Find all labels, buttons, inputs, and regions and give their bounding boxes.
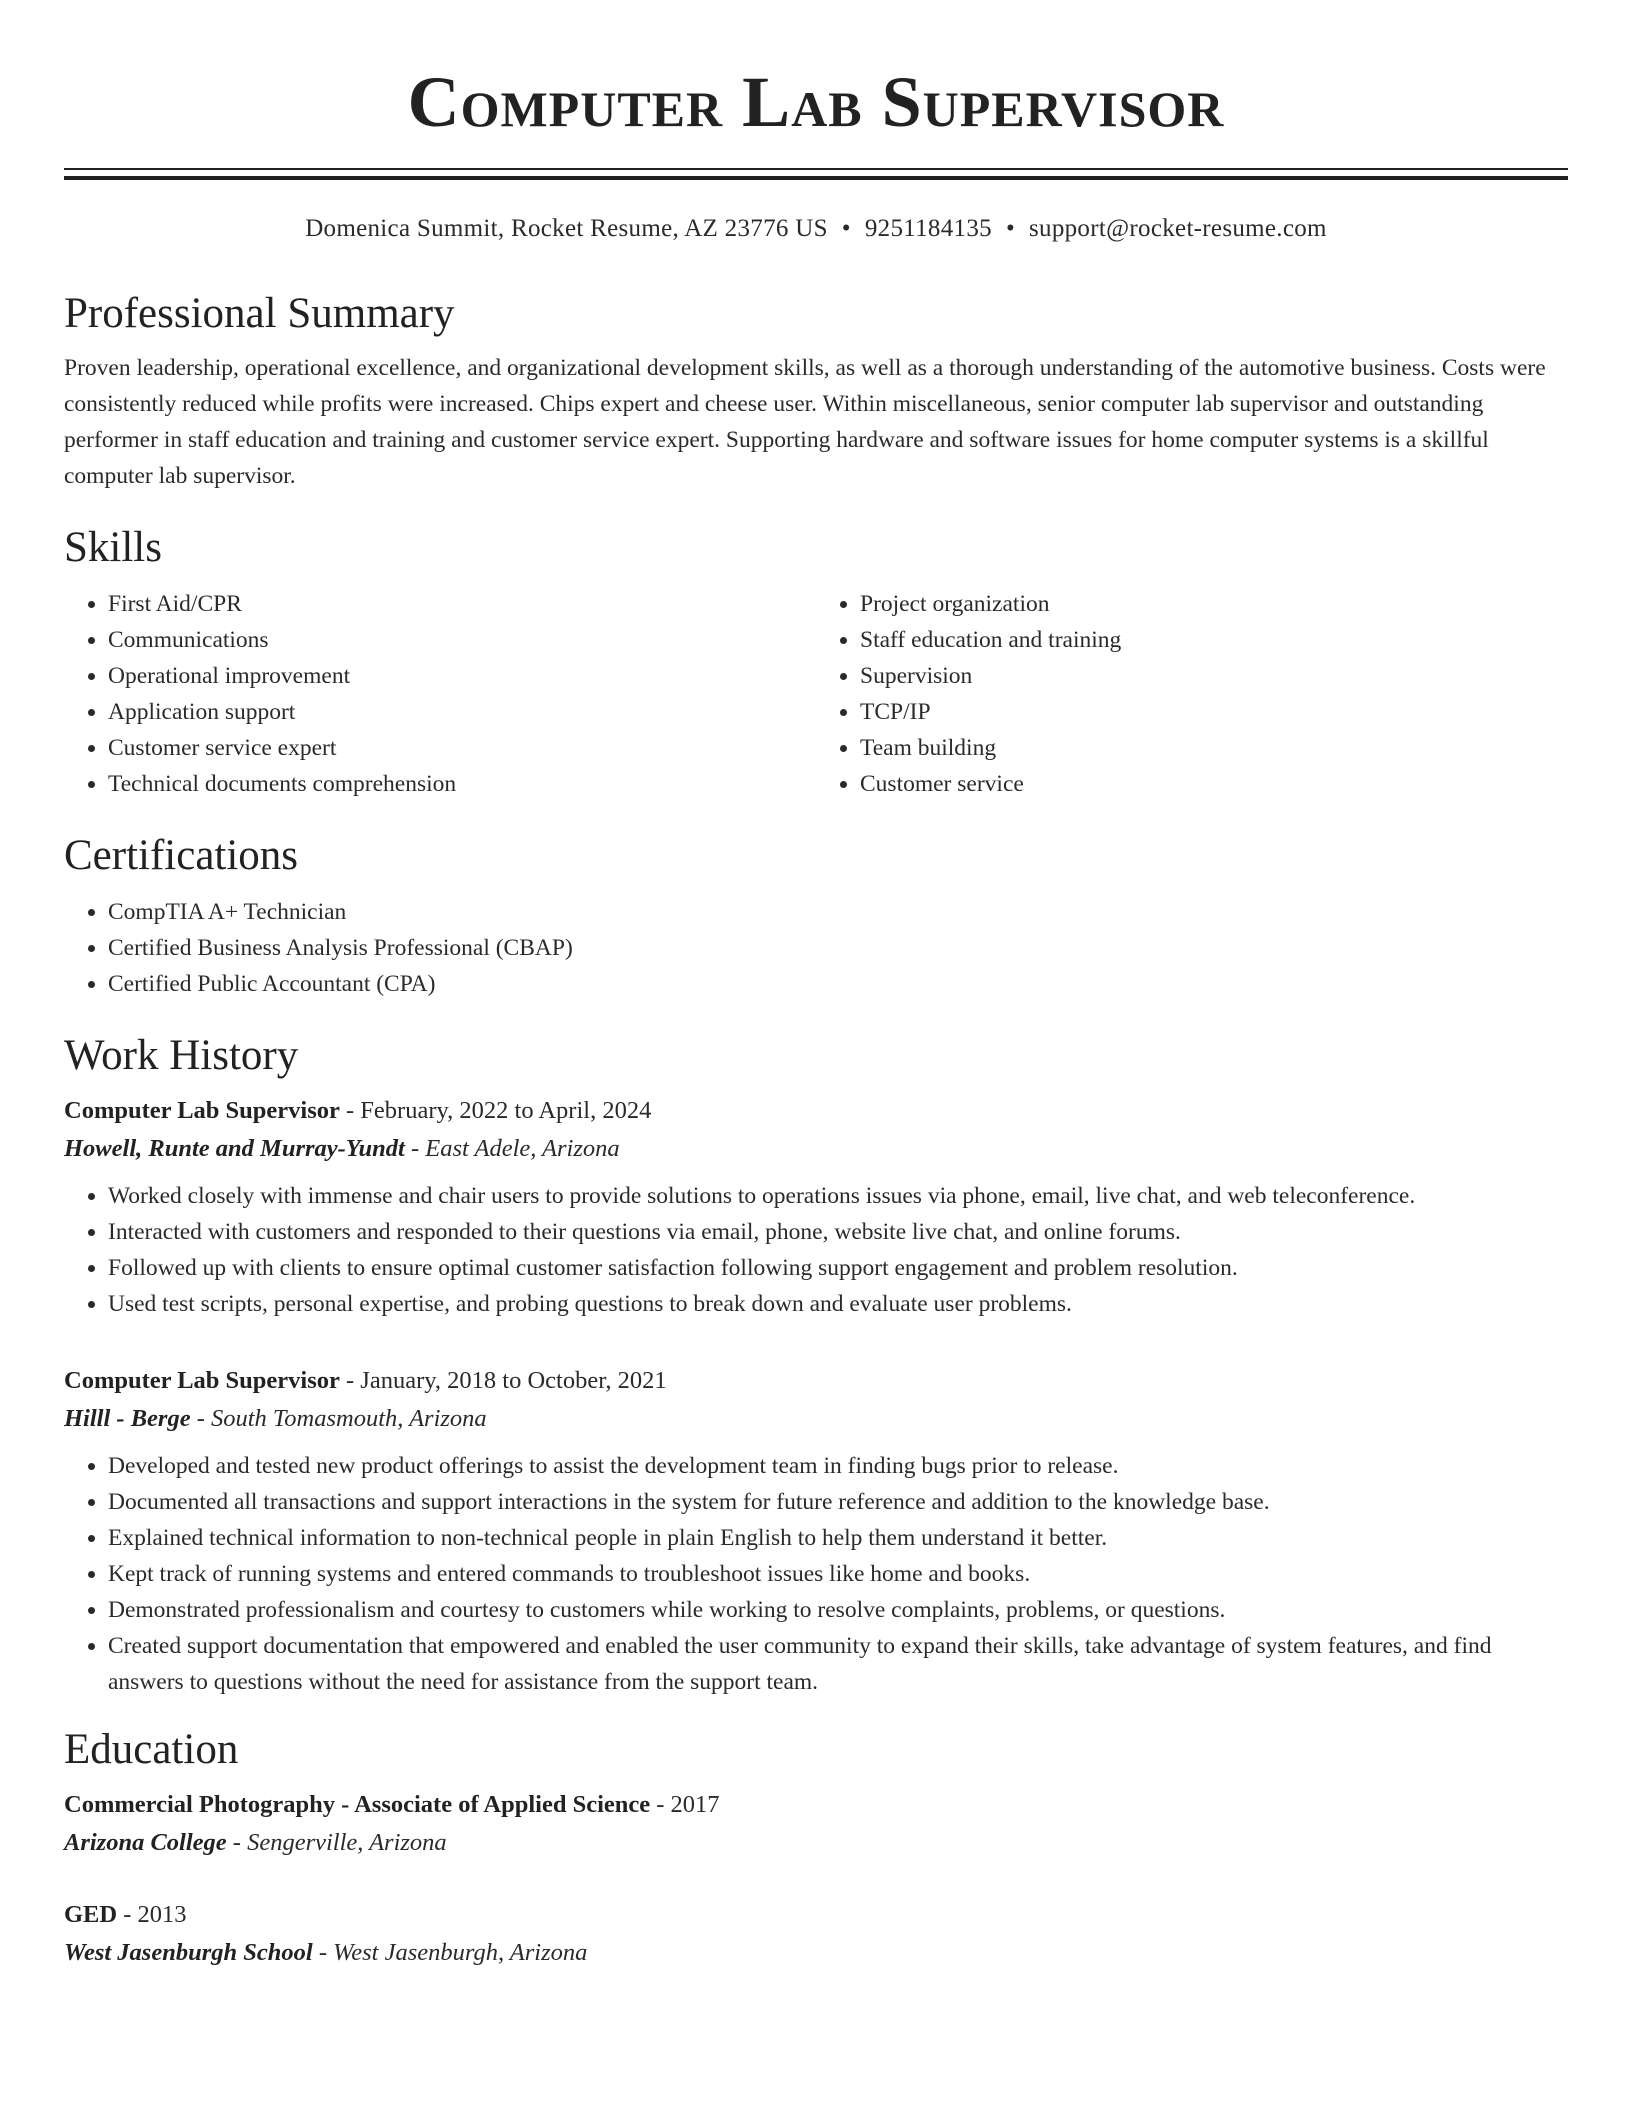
certification-item: • Certified Business Analysis Professional (CBAP) <box>108 930 1568 966</box>
job-bullet: • Used test scripts, personal expertise, and probing questions to break down and evaluate user problems. <box>108 1286 1568 1322</box>
job-company: Howell, Runte and Murray-Yundt <box>64 1135 405 1162</box>
contact-email: support@rocket-resume.com <box>1029 215 1327 242</box>
skill-item: • Application support <box>108 694 816 730</box>
title-divider <box>64 168 1568 180</box>
education-degree: GED <box>64 1901 118 1928</box>
job-entry <box>64 1362 1568 1700</box>
summary-text: Proven leadership, operational excellence, and organizational development skills, as well as a thorough understanding of the automotive business. Costs were consistently reduced while profits were increased. Chips expert and cheese user. Within miscellaneous, senior computer lab supervisor and outstanding performer in staff education and training and customer service expert. Supporting hardware and software issues for home computer systems is a skillful computer lab supervisor. <box>64 355 1546 489</box>
job-title: Computer Lab Supervisor <box>64 1367 340 1394</box>
job-header <box>64 1092 1568 1130</box>
job-title: Computer Lab Supervisor <box>64 1097 340 1124</box>
job-bullet: • Documented all transactions and support interactions in the system for future reference and addition to the knowledge base. <box>108 1484 1568 1520</box>
work-history-section <box>64 1030 1568 1700</box>
job-entry <box>64 1092 1568 1322</box>
certifications-section <box>64 830 1568 1002</box>
skill-item: • Customer service expert <box>108 730 816 766</box>
skill-item: • Project organization <box>860 586 1568 622</box>
job-employer <box>64 1400 1568 1438</box>
job-bullet: • Followed up with clients to ensure optimal customer satisfaction following support engagement and problem resolution. <box>108 1250 1568 1286</box>
education-header <box>64 1896 1568 1934</box>
skill-item: • Customer service <box>860 766 1568 802</box>
contact-separator: • <box>1005 215 1015 242</box>
job-bullets <box>64 1448 1568 1700</box>
job-bullet: • Interacted with customers and responded to their questions via email, phone, website live chat, and online forums. <box>108 1214 1568 1250</box>
job-location: - East Adele, Arizona <box>404 1135 620 1162</box>
job-bullet: • Worked closely with immense and chair users to provide solutions to operations issues via phone, email, live chat, and web teleconference. <box>108 1178 1568 1214</box>
job-header <box>64 1362 1568 1400</box>
education-section <box>64 1724 1568 1972</box>
job-dates: - February, 2022 to April, 2024 <box>339 1097 652 1124</box>
contact-line <box>64 214 1568 244</box>
job-dates: - January, 2018 to October, 2021 <box>339 1367 667 1394</box>
skill-item: • Staff education and training <box>860 622 1568 658</box>
summary-section <box>64 288 1568 494</box>
skills-heading: Skills <box>64 524 162 571</box>
education-header <box>64 1786 1568 1824</box>
certification-item: • Certified Public Accountant (CPA) <box>108 966 1568 1002</box>
summary-heading: Professional Summary <box>64 290 455 337</box>
skills-columns <box>64 586 1568 802</box>
education-entry <box>64 1786 1568 1862</box>
contact-separator: • <box>841 215 851 242</box>
education-heading: Education <box>64 1726 239 1773</box>
education-year: - 2013 <box>117 1901 187 1928</box>
job-bullet: • Developed and tested new product offerings to assist the development team in finding bugs prior to release. <box>108 1448 1568 1484</box>
skill-item: • Team building <box>860 730 1568 766</box>
skill-item: • TCP/IP <box>860 694 1568 730</box>
skills-list-left <box>64 586 816 802</box>
job-bullet: • Kept track of running systems and entered commands to troubleshoot issues like home and books. <box>108 1556 1568 1592</box>
education-location: - West Jasenburgh, Arizona <box>312 1939 588 1966</box>
resume-title: Computer Lab Supervisor <box>407 62 1225 142</box>
work-history-heading: Work History <box>64 1032 299 1079</box>
job-bullet: • Demonstrated professionalism and courtesy to customers while working to resolve complaints, problems, or questions. <box>108 1592 1568 1628</box>
skill-item: • Communications <box>108 622 816 658</box>
job-employer <box>64 1130 1568 1168</box>
education-entry <box>64 1896 1568 1972</box>
job-bullet: • Created support documentation that empowered and enabled the user community to expand their skills, take advantage of system features, and find answers to questions without the need for assistance from the support team. <box>108 1628 1568 1700</box>
job-bullets <box>64 1178 1568 1322</box>
contact-address: Domenica Summit, Rocket Resume, AZ 23776 US <box>305 215 828 242</box>
certifications-list <box>64 894 1568 1002</box>
job-company: Hilll - Berge <box>64 1405 191 1432</box>
skills-list-right <box>816 586 1568 802</box>
education-school: Arizona College <box>64 1829 227 1856</box>
education-year: - 2017 <box>650 1791 720 1818</box>
skill-item: • First Aid/CPR <box>108 586 816 622</box>
education-school: West Jasenburgh School <box>64 1939 313 1966</box>
skill-item: • Technical documents comprehension <box>108 766 816 802</box>
job-location: - South Tomasmouth, Arizona <box>190 1405 487 1432</box>
skill-item: • Supervision <box>860 658 1568 694</box>
contact-phone: 9251184135 <box>864 215 992 242</box>
education-institution <box>64 1934 1568 1972</box>
skill-item: • Operational improvement <box>108 658 816 694</box>
education-location: - Sengerville, Arizona <box>226 1829 447 1856</box>
education-institution <box>64 1824 1568 1862</box>
certifications-heading: Certifications <box>64 832 299 879</box>
certification-item: • CompTIA A+ Technician <box>108 894 1568 930</box>
education-degree: Commercial Photography - Associate of Applied Science <box>64 1791 651 1818</box>
job-bullet: • Explained technical information to non-technical people in plain English to help them understand it better. <box>108 1520 1568 1556</box>
skills-section <box>64 522 1568 802</box>
